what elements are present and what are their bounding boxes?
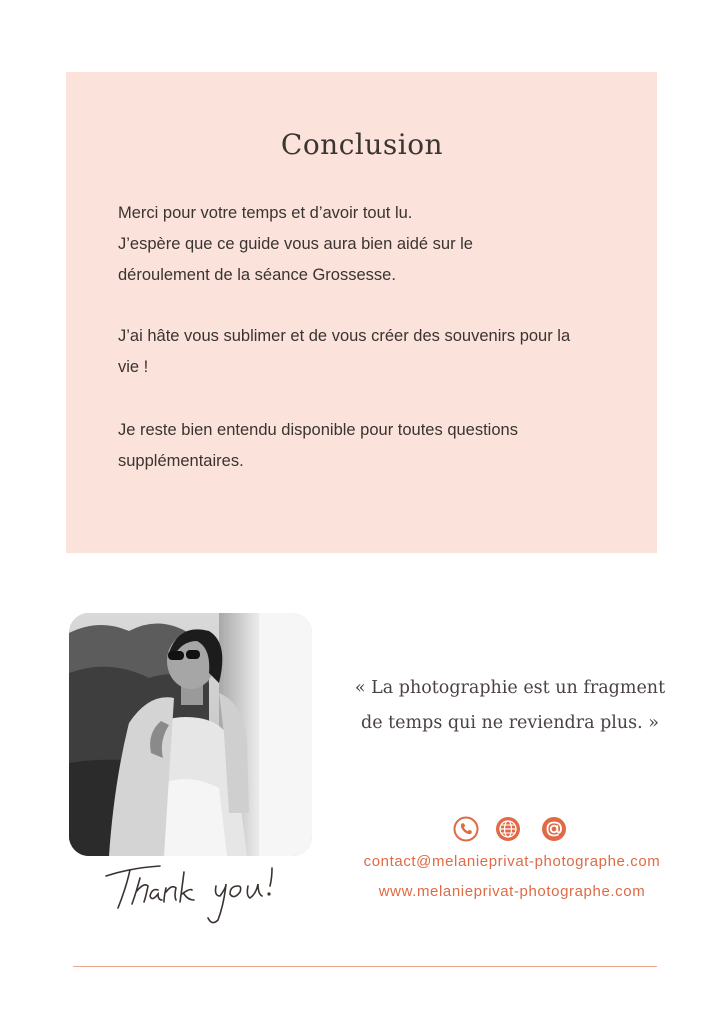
quote-line-1: « La photographie est un fragment <box>354 678 666 698</box>
conclusion-paragraph-2 <box>118 321 638 383</box>
paragraph-line: J’espère que ce guide vous aura bien aidé sur le <box>118 235 473 253</box>
paragraph-line: déroulement de la séance Grossesse. <box>118 266 396 284</box>
quote-line-2: de temps qui ne reviendra plus. » <box>361 713 659 733</box>
website-link[interactable]: www.melanieprivat-photographe.com <box>378 883 646 900</box>
thank-you-signature <box>100 838 340 928</box>
photographer-portrait <box>69 613 312 856</box>
phone-icon[interactable] <box>453 816 479 842</box>
at-sign-icon[interactable] <box>541 816 567 842</box>
paragraph-line: J’ai hâte vous sublimer et de vous créer des souvenirs pour la <box>118 327 571 345</box>
email-link[interactable]: contact@melanieprivat-photographe.com <box>363 853 661 870</box>
contact-icons <box>453 816 573 844</box>
paragraph-line: supplémentaires. <box>118 452 244 470</box>
conclusion-paragraph-1 <box>118 198 638 291</box>
conclusion-paragraph-3 <box>118 415 638 477</box>
paragraph-line: Merci pour votre temps et d’avoir tout lu. <box>118 204 413 222</box>
globe-icon[interactable] <box>495 816 521 842</box>
paragraph-line: vie ! <box>118 358 149 376</box>
page-title: Conclusion <box>280 128 444 161</box>
footer-divider <box>73 966 657 967</box>
paragraph-line: Je reste bien entendu disponible pour toutes questions <box>118 421 518 439</box>
